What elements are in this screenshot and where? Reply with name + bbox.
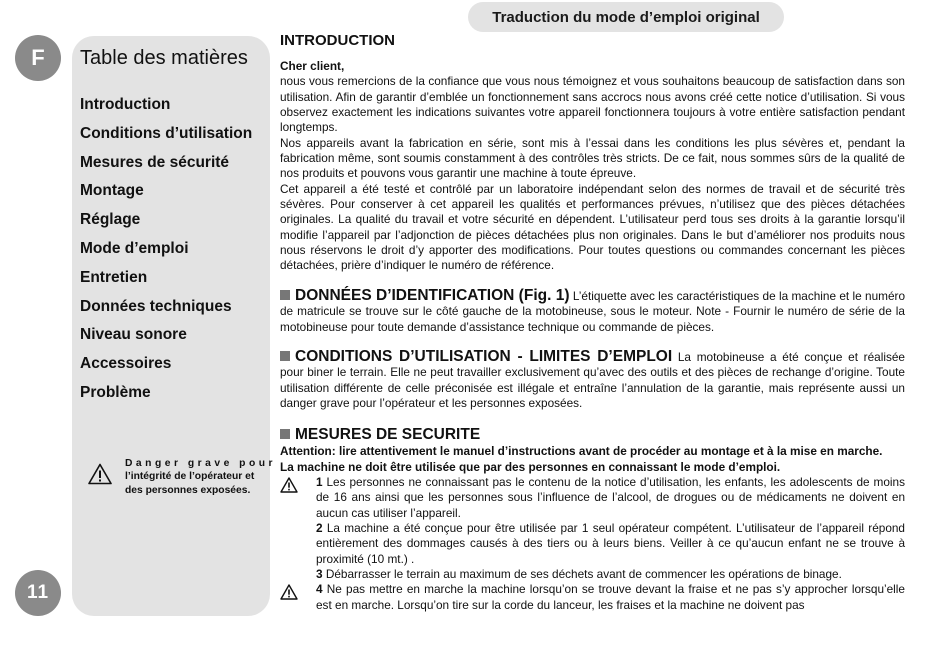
security-item-4 bbox=[316, 582, 905, 613]
page-number: 11 bbox=[26, 582, 50, 603]
greeting: Cher client, bbox=[280, 59, 345, 73]
warning-triangle-icon bbox=[280, 584, 298, 600]
identification-section bbox=[280, 288, 905, 335]
toc-item-mode-emploi[interactable]: Mode d’emploi bbox=[80, 239, 189, 257]
item-text: Ne pas mettre en marche la machine lorsqu’on se trouve devant la fraise et ne pas s’y approcher lorsqu’elle est en marche. Lorsqu’on tire sur la corde du lanceur, les fraises et la machine ne doivent pas bbox=[316, 582, 905, 612]
language-code: F bbox=[31, 45, 45, 70]
item-number: 2 bbox=[316, 520, 323, 535]
security-heading bbox=[280, 425, 905, 444]
section-bullet-icon bbox=[280, 290, 290, 300]
toc-item-reglage[interactable]: Réglage bbox=[80, 211, 141, 229]
section-bullet-icon bbox=[280, 351, 290, 361]
toc-item-accessoires[interactable]: Accessoires bbox=[80, 355, 172, 373]
security-title: MESURES DE SECURITE bbox=[295, 426, 481, 444]
intro-paragraph-2: Nos appareils avant la fabrication en série, sont mis à l’essai dans les conditions les plus sévères et, pendant la fabrication même, sont soumis constamment à des contrôles très stricts. De ce fait, nous sommes sûrs de la qualité de nos produits et pouvons vous garantir une machine à toute épreuve. bbox=[280, 135, 905, 181]
toc-item-securite[interactable]: Mesures de sécurité bbox=[80, 153, 230, 171]
item-number: 4 bbox=[316, 582, 323, 597]
security-warning: La machine ne doit être utilisée que par des personnes en connaissant le mode d’emploi. bbox=[280, 459, 781, 474]
conditions-text: La motobineuse a été conçue et réalisée pour biner le terrain. Elle ne peut travailler exclusivement qu’avec des outils et des pièces de rechange d’origine. Toute utilisation différente de celle préconisée est illégale et entraîne l’annulation de la garantie, mais représente aussi un danger grave pour l’opérateur et les personnes exposées. bbox=[280, 349, 905, 410]
identification-title: DONNÉES D’IDENTIFICATION (Fig. 1) bbox=[295, 286, 570, 304]
section-bullet-icon bbox=[280, 429, 290, 439]
item-number: 1 bbox=[316, 474, 323, 489]
conditions-title: CONDITIONS D’UTILISATION - LIMITES D’EMPLOI bbox=[295, 347, 673, 365]
toc-item-donnees-techniques[interactable]: Données techniques bbox=[80, 297, 232, 315]
language-badge bbox=[15, 35, 61, 81]
warning-text bbox=[125, 457, 277, 497]
security-items bbox=[280, 475, 905, 613]
security-attention: Attention: lire attentivement le manuel d’instructions avant de procéder au montage et à la mise en marche. bbox=[280, 444, 883, 459]
toc-item-niveau-sonore[interactable]: Niveau sonore bbox=[80, 326, 187, 344]
warning-line-1: Danger grave pour bbox=[125, 458, 277, 469]
header-title: Traduction du mode d’emploi original bbox=[492, 8, 760, 26]
toc-list bbox=[80, 96, 252, 413]
conditions-section bbox=[280, 349, 905, 411]
identification-text: L’étiquette avec les caractéristiques de la machine et le numéro de matricule se trouve sur le côté gauche de la motobineuse, sous le moteur. Note - Fournir le numéro de série de la motobineuse pour toute demande d’assistance technique ou commande de pièces. bbox=[280, 288, 906, 334]
main-content bbox=[280, 31, 905, 613]
toc-item-conditions[interactable]: Conditions d’utilisation bbox=[80, 124, 253, 142]
introduction-heading: INTRODUCTION bbox=[280, 32, 395, 49]
intro-paragraph-3: Cet appareil a été testé et contrôlé par un laboratoire indépendant selon des normes de travail et de sécurité très sévères. Pour conserver à cet appareil les qualités et performances prévues, n’utilisez que des pièces détachées originales. La qualité du travail et votre sécurité en dépendent. L’utilisateur perd tous ses droits à la garantie lorsqu’il modifie l’appareil par l’adjonction de pièces détachées plus non originales. Dans le but d’améliorer nos produits nous nous réservons le droit d’y apporter des modifications. Pour toutes questions ou commandes concernant les pièces détachées, prière d’indiquer le numéro de référence. bbox=[280, 181, 905, 273]
toc-item-montage[interactable]: Montage bbox=[80, 182, 144, 200]
page-number-badge bbox=[15, 570, 61, 616]
toc-item-introduction[interactable]: Introduction bbox=[80, 96, 171, 113]
toc-item-probleme[interactable]: Problème bbox=[80, 383, 151, 401]
table-of-contents bbox=[72, 36, 277, 616]
toc-title: Table des matières bbox=[80, 47, 248, 69]
intro-paragraph-1: nous vous remercions de la confiance que vous nous témoignez et vous souhaitons beaucoup de satisfaction dans son utilisation. Afin de garantir d’emblée un fonctionnement sans accrocs nous avons créé cette notice d’utilisation. Si vous observez exactement les indications suivantes votre appareil fonctionnera toujours à votre entière satisfaction pendant longtemps. bbox=[280, 74, 905, 135]
warning-triangle-icon bbox=[280, 477, 298, 493]
security-item-3 bbox=[316, 567, 905, 582]
item-number: 3 bbox=[316, 566, 323, 581]
toc-item-entretien[interactable]: Entretien bbox=[80, 268, 148, 286]
security-item-2 bbox=[316, 521, 905, 567]
warning-triangle-icon bbox=[88, 463, 112, 485]
item-text: Débarrasser le terrain au maximum de ses déchets avant de commencer les opérations de binage. bbox=[322, 566, 842, 581]
document-header bbox=[468, 2, 784, 32]
item-text: La machine a été conçue pour être utilisée par 1 seul opérateur compétent. L’utilisateur de l’appareil répond entièrement des dommages causés à des tiers ou à leurs biens. Veiller à ce qu’aucun enfant ne se trouve à proximité (10 mt.) . bbox=[316, 520, 905, 566]
item-text: Les personnes ne connaissant pas le contenu de la notice d’utilisation, les enfants, les adolescents de moins de 16 ans ainsi que les personnes sous l’influence de l’alcool, de drogues ou de médicaments ne doivent en aucun cas utiliser l’appareil. bbox=[316, 474, 905, 520]
security-item-1 bbox=[316, 475, 905, 521]
warning-line-2: l’intégrité de l’opérateur et des personnes exposées. bbox=[125, 471, 255, 496]
